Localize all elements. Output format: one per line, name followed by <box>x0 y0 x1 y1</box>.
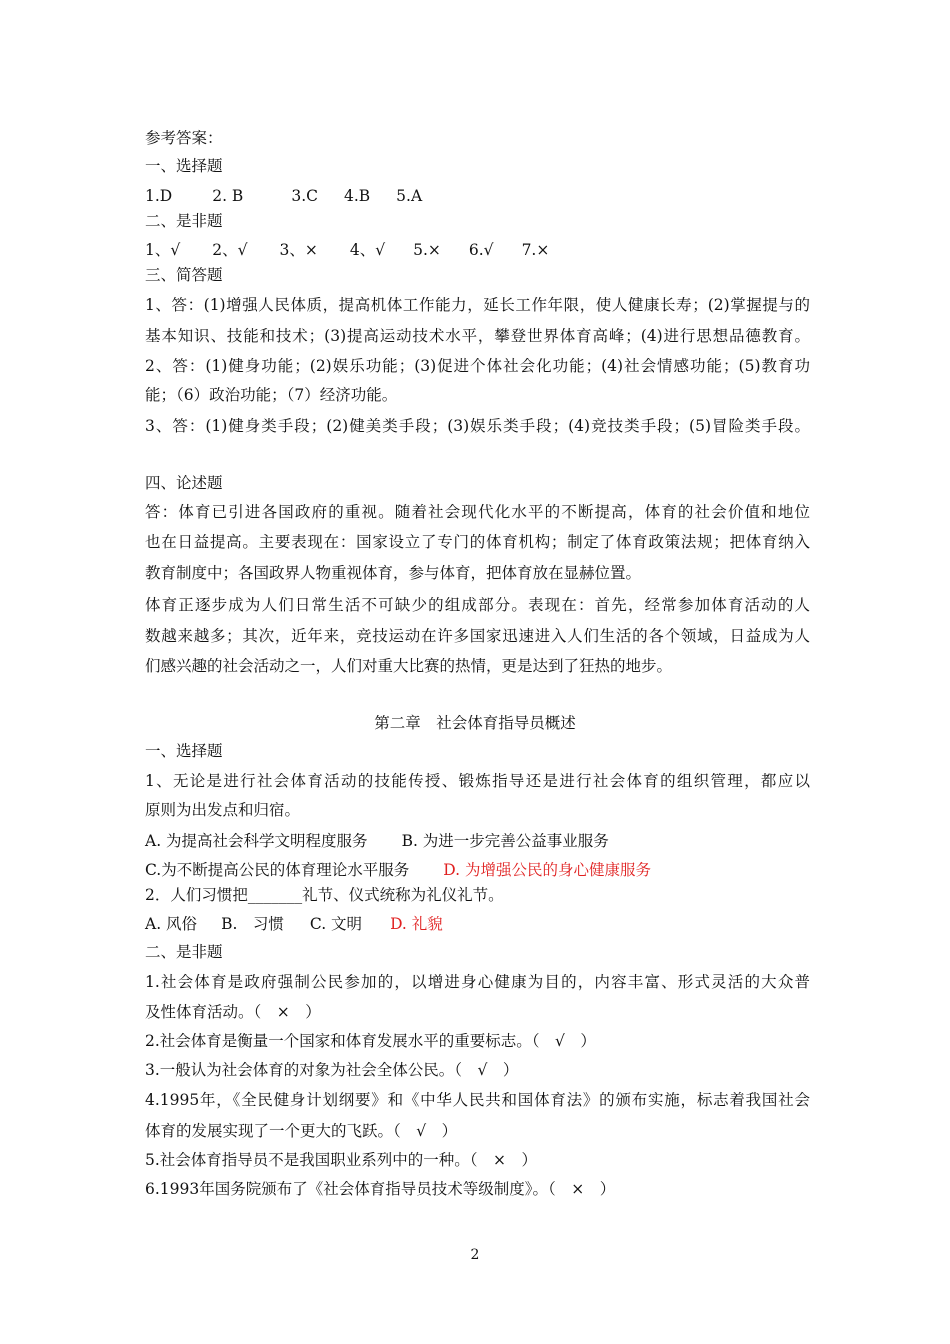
paragraph-line: 1、答：(1)增强人民体质，提高机体工作能力，延长工作年限，使人健康长寿；(2)掌握提与的 <box>145 296 810 314</box>
statement-line: 体育的发展实现了一个更大的飞跃。（ √ ） <box>145 1122 458 1140</box>
answer-item: 1.D <box>145 187 173 205</box>
paragraph-line: 基本知识、技能和技术；(3)提高运动技术水平，攀登世界体育高峰；(4)进行思想品德教育。 <box>145 327 810 345</box>
chapter-title: 第二章 社会体育指导员概述 <box>374 714 576 732</box>
question-options <box>145 914 810 934</box>
page-number: 2 <box>470 1247 480 1263</box>
answer-item: 4.B <box>343 187 371 205</box>
statement-line: 及性体育活动。（ × ） <box>145 1003 321 1021</box>
paragraph-line: 数越来越多；其次，近年来，竞技运动在许多国家迅速进入人们生活的各个领域，日益成为人 <box>145 627 810 645</box>
section-choice-heading: 一、选择题 <box>145 742 223 760</box>
answer-item: 1、√ <box>145 241 181 259</box>
section-truefalse-heading: 二、是非题 <box>145 943 223 961</box>
answers-heading: 参考答案： <box>145 129 223 147</box>
option-c: C. 文明 <box>309 915 363 933</box>
paragraph-line: 体育正逐步成为人们日常生活不可缺少的组成部分。表现在：首先，经常参加体育活动的人 <box>145 596 810 614</box>
answer-item: 4、√ <box>349 241 386 259</box>
section-truefalse-heading: 二、是非题 <box>145 212 223 230</box>
paragraph-line: 2、答：(1)健身功能；(2)娱乐功能；(3)促进个体社会化功能；(4)社会情感功能；(5)教育功 <box>145 357 810 375</box>
statement-line: 1.社会体育是政府强制公民参加的，以增进身心健康为目的，内容丰富、形式灵活的大众普 <box>145 973 810 991</box>
statement-line: 2.社会体育是衡量一个国家和体育发展水平的重要标志。（ √ ） <box>145 1032 596 1050</box>
option-c: C.为不断提高公民的体育理论水平服务 <box>145 861 410 879</box>
option-a: A. 为提高社会科学文明程度服务 <box>145 832 368 850</box>
truefalse-answers <box>145 240 810 260</box>
answer-item: 6.√ <box>468 241 494 259</box>
statement-line: 6.1993年国务院颁布了《社会体育指导员技术等级制度》。（ × ） <box>145 1180 616 1198</box>
section-essay-heading: 四、论述题 <box>145 474 223 492</box>
section-short-answer-heading: 三、简答题 <box>145 266 223 284</box>
paragraph-line: 教育制度中；各国政界人物重视体育，参与体育，把体育放在显赫位置。 <box>145 564 642 582</box>
option-d-correct: D. 为增强公民的身心健康服务 <box>443 861 651 879</box>
paragraph-line: 也在日益提高。主要表现在：国家设立了专门的体育机构；制定了体育政策法规；把体育纳入 <box>145 533 810 551</box>
option-b: B. 习惯 <box>221 915 284 933</box>
answer-item: 5.A <box>396 187 423 205</box>
answer-item: 3.C <box>291 187 318 205</box>
paragraph-line: 答：体育已引进各国政府的重视。随着社会现代化水平的不断提高，体育的社会价值和地位 <box>145 503 810 521</box>
answer-item: 3、× <box>279 241 318 259</box>
paragraph-line: 能；（6）政治功能；（7）经济功能。 <box>145 386 398 404</box>
answer-item: 5.× <box>413 241 441 259</box>
question-line: 2．人们习惯把_______礼节、仪式统称为礼仪礼节。 <box>145 886 504 904</box>
statement-line: 4.1995年，《全民健身计划纲要》和《中华人民共和国体育法》的颁布实施，标志着我国社会 <box>145 1091 810 1109</box>
option-d-correct: D. 礼貌 <box>390 915 443 933</box>
question-line: 1、无论是进行社会体育活动的技能传授、锻炼指导还是进行社会体育的组织管理，都应以 <box>145 772 810 790</box>
option-a: A. 风俗 <box>145 915 198 933</box>
section-choice-heading: 一、选择题 <box>145 157 223 175</box>
paragraph-line: 3、答：(1)健身类手段；(2)健美类手段；(3)娱乐类手段；(4)竞技类手段；(5)冒险类手段。 <box>145 417 810 435</box>
statement-line: 5.社会体育指导员不是我国职业系列中的一种。（ × ） <box>145 1151 538 1169</box>
answer-item: 7.× <box>521 241 550 259</box>
choice-answers <box>145 186 810 206</box>
answer-item: 2、√ <box>212 241 248 259</box>
option-b: B. 为进一步完善公益事业服务 <box>401 832 609 850</box>
answer-item: 2. B <box>212 187 244 205</box>
question-line: 原则为出发点和归宿。 <box>145 801 301 819</box>
paragraph-line: 们感兴趣的社会活动之一，人们对重大比赛的热情，更是达到了狂热的地步。 <box>145 657 673 675</box>
question-options <box>145 831 810 851</box>
statement-line: 3.一般认为社会体育的对象为社会全体公民。（ √ ） <box>145 1061 519 1079</box>
question-options <box>145 860 810 880</box>
